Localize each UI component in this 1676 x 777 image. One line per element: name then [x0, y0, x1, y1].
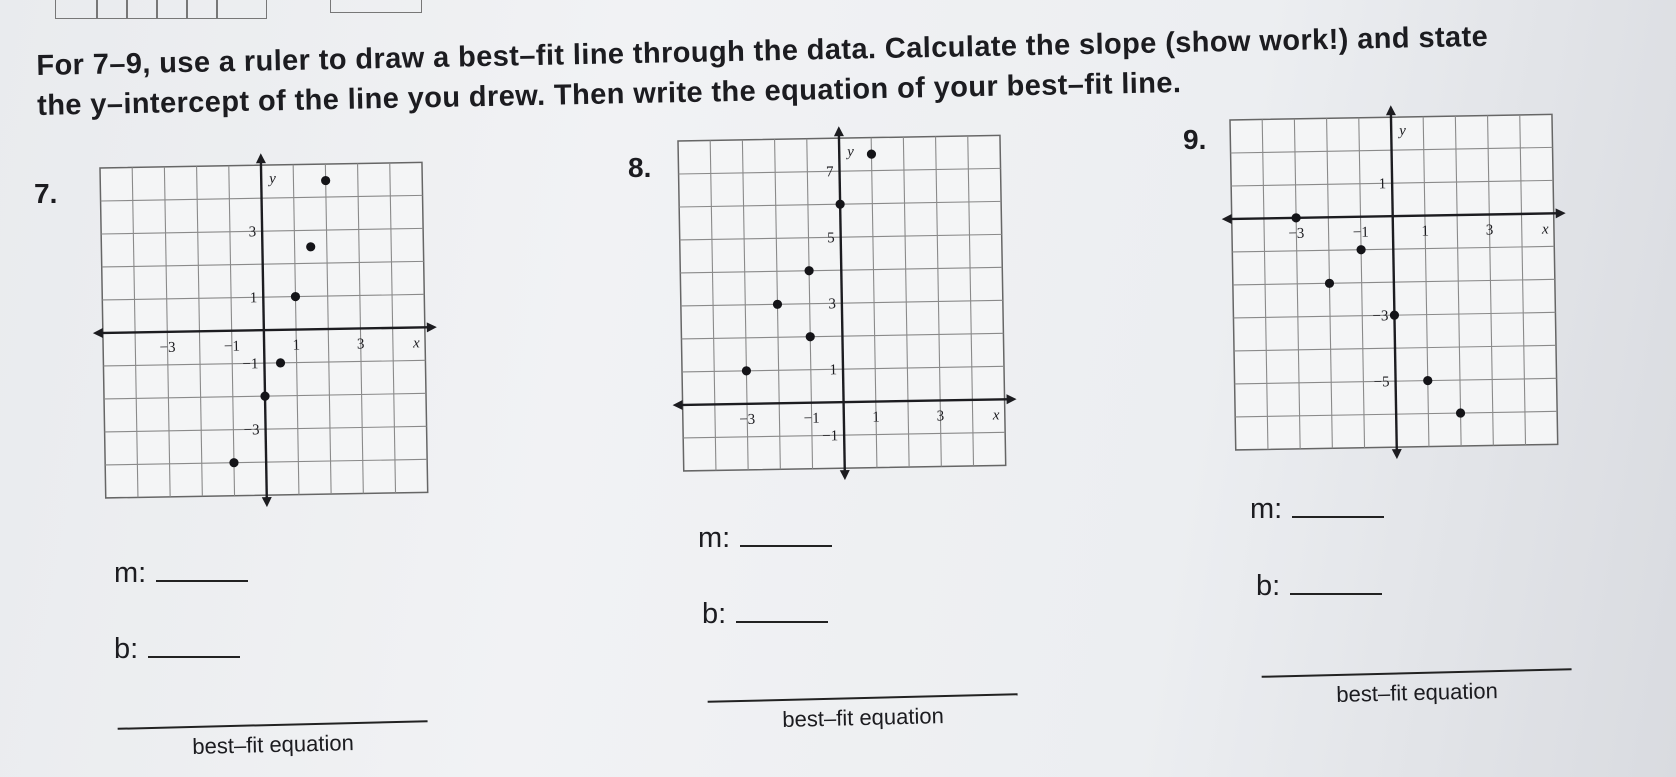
y-axis-arrow [834, 126, 844, 136]
intercept-answer-7[interactable] [114, 633, 240, 666]
y-axis-label: y [847, 143, 855, 161]
x-tick-label: −3 [739, 411, 756, 428]
x-tick-label: 3 [356, 336, 365, 353]
graph-svg-8 [678, 135, 1006, 471]
x-axis-arrow [1006, 394, 1016, 404]
x-tick-label: 1 [292, 337, 301, 354]
slope-label: m: [1250, 493, 1283, 525]
y-axis-label: y [1399, 122, 1407, 140]
slope-label: m: [698, 522, 731, 554]
intercept-label: b: [114, 633, 139, 665]
y-axis-arrow [1386, 105, 1396, 115]
x-tick-label: −1 [803, 410, 820, 427]
y-axis-label: y [269, 170, 277, 188]
y-axis-arrow-bottom [262, 497, 272, 507]
problem-number: 9. [1183, 124, 1207, 155]
equation-caption: best–fit equation [1336, 678, 1499, 707]
intercept-answer-9[interactable] [1256, 570, 1382, 603]
x-axis-arrow-left [1222, 214, 1232, 224]
x-tick-label: −3 [159, 339, 176, 356]
y-tick-label: 3 [248, 224, 257, 241]
problem-number: 8. [628, 152, 652, 183]
header-box [330, 0, 422, 13]
equation-answer-8[interactable] [708, 693, 1019, 735]
graph-svg-7 [100, 162, 428, 498]
y-tick-label: −3 [1372, 308, 1389, 325]
intercept-blank[interactable] [148, 654, 240, 658]
x-axis-label: x [1541, 221, 1549, 238]
slope-blank[interactable] [1292, 514, 1384, 518]
y-tick-label: −1 [822, 428, 839, 445]
x-axis-arrow [1556, 208, 1566, 218]
coordinate-graph-7[interactable] [100, 162, 428, 498]
x-axis-arrow [427, 322, 437, 332]
x-axis-label: x [992, 407, 1000, 424]
y-tick-label: −1 [242, 356, 259, 373]
x-axis-arrow-left [93, 328, 103, 338]
x-axis-label: x [412, 335, 420, 352]
intercept-label: b: [1256, 570, 1281, 602]
x-tick-label: 3 [1485, 222, 1494, 239]
x-tick-label: 1 [1421, 223, 1430, 240]
slope-label: m: [114, 557, 147, 589]
equation-caption: best–fit equation [192, 730, 355, 759]
y-axis-arrow-bottom [1392, 449, 1402, 459]
slope-blank[interactable] [740, 543, 832, 547]
slope-answer-8[interactable] [698, 522, 832, 555]
y-axis-arrow-bottom [840, 470, 850, 480]
coordinate-graph-8[interactable] [678, 135, 1006, 471]
x-tick-label: −1 [223, 338, 241, 355]
coordinate-graph-9[interactable] [1230, 114, 1558, 450]
equation-answer-9[interactable] [1262, 668, 1573, 710]
x-tick-label: 1 [872, 409, 880, 426]
intercept-blank[interactable] [736, 619, 828, 623]
x-tick-label: −1 [1352, 224, 1369, 241]
intercept-answer-8[interactable] [702, 598, 828, 631]
intercept-blank[interactable] [1290, 591, 1382, 595]
y-tick-label: −5 [1373, 374, 1390, 391]
equation-caption: best–fit equation [782, 703, 945, 732]
graph-svg-9 [1230, 114, 1558, 450]
x-axis-arrow-left [673, 400, 683, 410]
y-tick-label: 3 [828, 296, 837, 313]
slope-blank[interactable] [156, 578, 248, 582]
y-axis-arrow [256, 153, 266, 163]
y-tick-label: 1 [829, 362, 838, 379]
x-tick-label: −3 [1288, 225, 1305, 242]
slope-answer-7[interactable] [114, 557, 248, 590]
y-tick-label: −3 [243, 422, 260, 439]
problem-number: 7. [34, 178, 58, 209]
y-tick-label: 1 [249, 290, 258, 307]
intercept-label: b: [702, 598, 727, 630]
y-tick-label: 5 [827, 230, 835, 247]
y-tick-label: 1 [1378, 176, 1387, 193]
y-tick-label: 7 [825, 164, 834, 181]
equation-answer-7[interactable] [118, 720, 429, 762]
header-box-row [55, 0, 267, 19]
x-tick-label: 3 [936, 408, 945, 425]
instructions: For 7–9, use a ruler to draw a best–fit line through the data. Calculate the slope (show work!) and state the y–intercept of the line you drew. Then write the equation of your best–fit line. [36, 20, 1489, 122]
slope-answer-9[interactable] [1250, 493, 1384, 526]
